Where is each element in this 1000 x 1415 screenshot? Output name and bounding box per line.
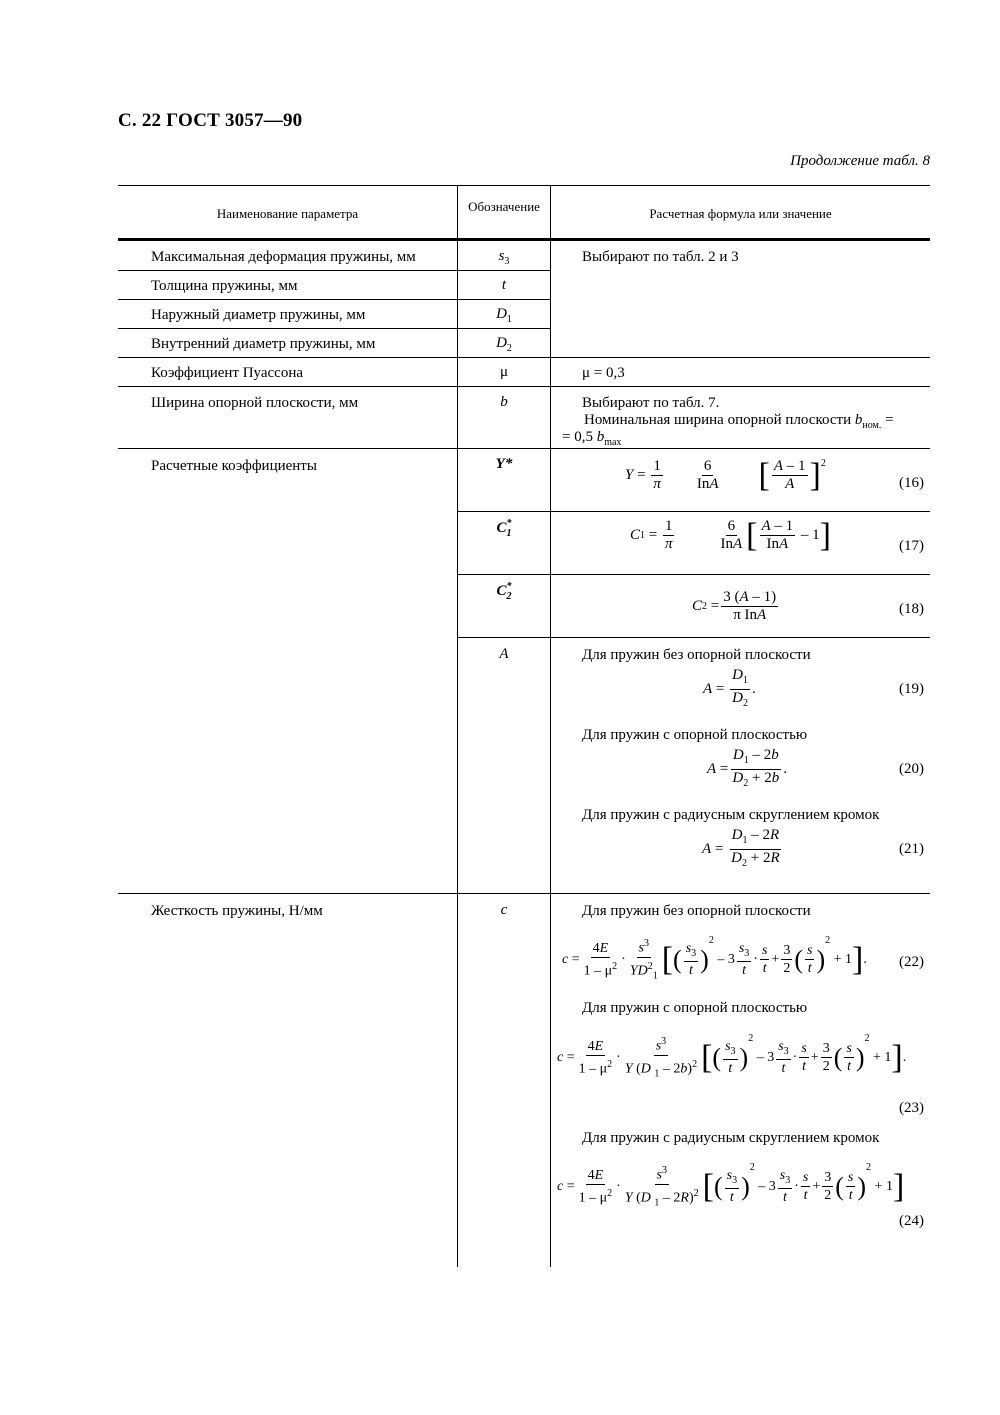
param-poisson: Коэффициент Пуассона: [151, 365, 304, 381]
symbol-b: b: [500, 394, 508, 410]
symbol-c1: $C^*_1$: [496, 518, 512, 539]
symbol-a: A: [499, 646, 509, 662]
symbol-d2: $D_2$: [496, 335, 512, 354]
symbol-y: Y*: [495, 456, 513, 472]
value-bearing-line2: Номинальная ширина опорной плоскости $b_{ном.}$ =: [584, 412, 894, 431]
param-max-deformation: Максимальная деформация пружины, мм: [151, 249, 416, 265]
eq-number-21: (21): [899, 841, 924, 857]
column-header-symbol: Обозначение: [468, 199, 540, 214]
eq-number-18: (18): [899, 601, 924, 617]
column-header-formula: Расчетная формула или значение: [649, 206, 832, 221]
value-bearing-line1: Выбирают по табл. 7.: [582, 395, 720, 411]
a-case-radius: Для пружин с радиусным скруглением кромок: [582, 807, 880, 823]
value-poisson: μ = 0,3: [582, 365, 625, 381]
formula-19: A = $\frac{D_1}{D_2}$ .: [703, 667, 756, 709]
eq-number-19: (19): [899, 681, 924, 697]
formula-23: c = $\frac{4E}{1 - \mu^2}$ · $\frac{s^3}{Y (D _1 - 2b)^2}$ [ ( $\frac{s_3}{t}$ ) 2 – 3 $\frac{s_3}{t}$ · $\frac{s}{t}$ + $\frac{3}{2}$ ( $\frac{s}{t}$ ) 2 + 1 ] .: [557, 1033, 907, 1080]
eq-number-23: (23): [899, 1100, 924, 1116]
value-max-deformation: Выбирают по табл. 2 и 3: [582, 249, 739, 265]
formula-24: c = $\frac{4E}{1 - \mu^2}$ · $\frac{s^3}{Y (D _1 - 2R)^2}$ [ ( $\frac{s_3}{t}$ ) 2 – 3 $\frac{s_3}{t}$ · $\frac{s}{t}$ + $\frac{3}{2}$ ( $\frac{s}{t}$ ) 2 + 1 ]: [557, 1162, 905, 1209]
symbol-c: c: [500, 902, 508, 918]
symbol-t: t: [501, 277, 507, 293]
symbol-c2: $C^*_2$: [496, 581, 512, 602]
c-case-no-bearing: Для пружин без опорной плоскости: [582, 903, 811, 919]
a-case-bearing: Для пружин с опорной плоскостью: [582, 727, 808, 743]
column-header-parameter: Наименование параметра: [216, 206, 359, 221]
param-thickness: Толщина пружины, мм: [151, 278, 298, 294]
eq-number-24: (24): [899, 1213, 924, 1229]
formula-21: A = $\frac{D_1 - 2R}{D_2 + 2R}$: [702, 827, 780, 869]
a-case-no-bearing: Для пружин без опорной плоскости: [582, 647, 811, 663]
formula-c2: C 2 = $\frac{3 (A - 1)}{\text{π InA}}$: [692, 589, 777, 623]
c-case-radius: Для пружин с радиусным скруглением кромок: [582, 1130, 880, 1146]
eq-number-17: (17): [899, 538, 924, 554]
eq-number-20: (20): [899, 761, 924, 777]
symbol-d1: $D_1$: [496, 306, 512, 325]
c-case-bearing: Для пружин с опорной плоскостью: [582, 1000, 808, 1016]
eq-number-16: (16): [899, 475, 924, 491]
param-stiffness: Жесткость пружины, Н/мм: [151, 903, 323, 919]
formula-22: c = $\frac{4E}{1 - \mu^2}$ · $\frac{s^3}{YD^2_1}$ [ ( $\frac{s_3}{t}$ ) 2 – 3 $\frac{s_3}{t}$ · $\frac{s}{t}$ + $\frac{3}{2}$ ( $\frac{s}{t}$ ) 2 + 1 ] .: [562, 935, 867, 982]
param-inner-diameter: Внутренний диаметр пружины, мм: [151, 336, 376, 352]
formula-20: A = $\frac{D_1 - 2b}{D_2 + 2b}$ .: [707, 747, 787, 789]
table-continuation-label: Продолжение табл. 8: [790, 153, 930, 169]
param-coefficients: Расчетные коэффициенты: [151, 458, 317, 474]
eq-number-22: (22): [899, 954, 924, 970]
value-bearing-line3: = 0,5 $b_{max}$: [562, 429, 622, 448]
param-bearing-width: Ширина опорной плоскости, мм: [151, 395, 359, 411]
symbol-s3: $s_3$: [498, 248, 510, 267]
param-outer-diameter: Наружный диаметр пружины, мм: [151, 307, 366, 323]
page-header: С. 22 ГОСТ 3057—90: [118, 110, 303, 131]
formula-c1: C 1 = $\frac{1}{\pi}$ $\frac{6}{\text{InA}}$ [ $\frac{A - 1}{\text{InA}}$ – 1 ]: [630, 516, 831, 554]
symbol-mu: μ: [499, 364, 509, 380]
formula-y: Y = $\frac{1}{\pi}$ $\frac{6}{\text{InA}}$ [ $\frac{A - 1}{A}$ ] $^2$: [625, 456, 826, 494]
